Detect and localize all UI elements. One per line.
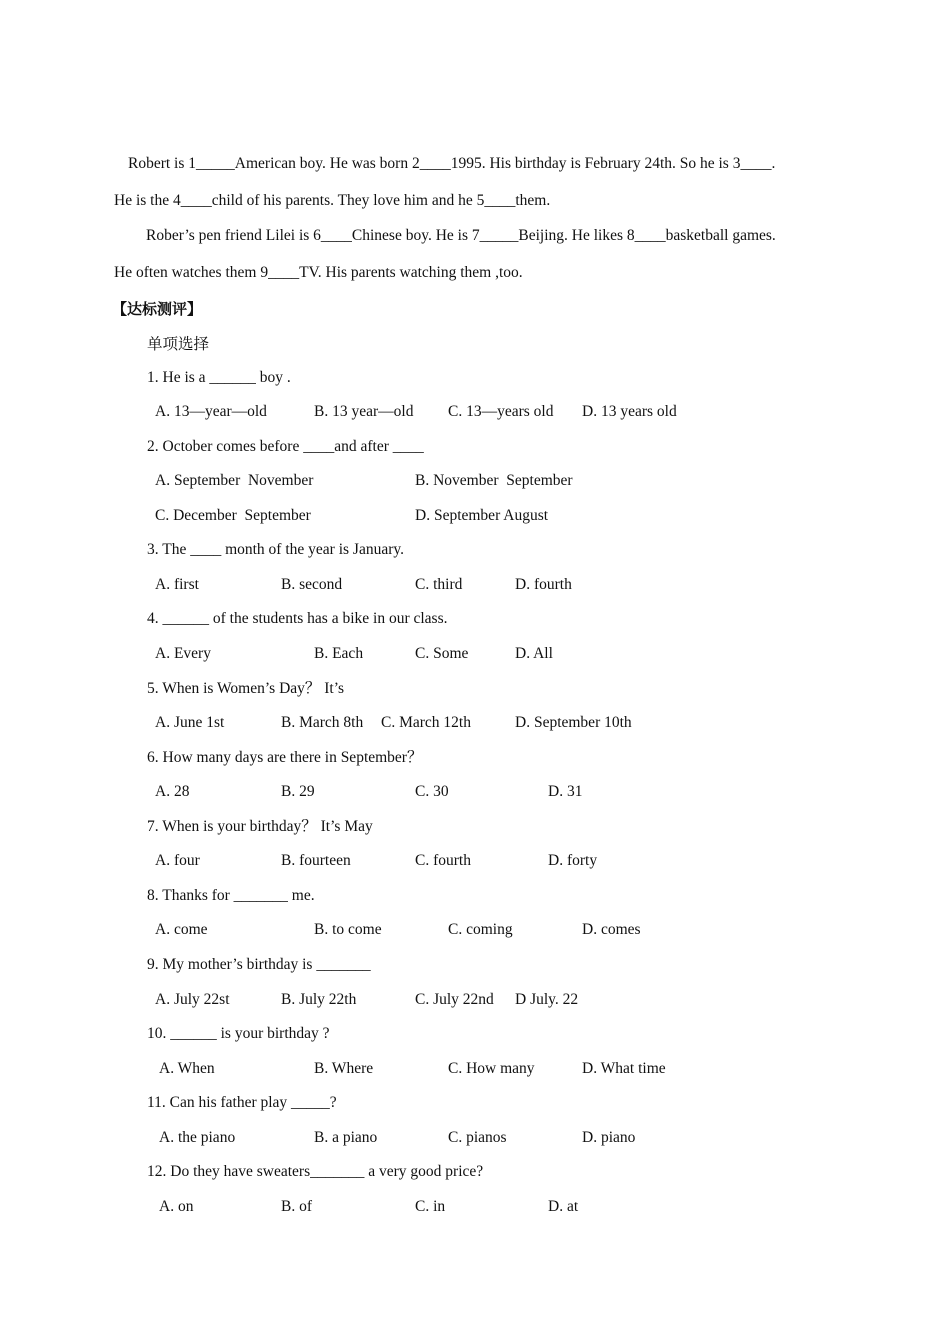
- q3-option-b: B. second: [281, 576, 343, 593]
- q3-option-d: D. fourth: [515, 576, 572, 593]
- q8-option-a: A. come: [155, 921, 208, 938]
- q10-option-b: B. Where: [314, 1060, 374, 1077]
- q5-option-b: B. March 8th: [281, 714, 364, 731]
- q1-option-a: A. 13—year—old: [155, 403, 267, 420]
- q5-option-d: D. September 10th: [515, 714, 632, 731]
- q4-option-c: C. Some: [415, 645, 469, 662]
- q6-option-d: D. 31: [548, 783, 583, 800]
- q11-option-b: B. a piano: [314, 1129, 378, 1146]
- q8-option-b: B. to come: [314, 921, 382, 938]
- q9-option-a: A. July 22st: [155, 991, 230, 1008]
- question-1: 1. He is a ______ boy .: [147, 369, 291, 386]
- q5-option-c: C. March 12th: [381, 714, 471, 731]
- question-10: 10. ______ is your birthday ?: [147, 1025, 330, 1042]
- q12-option-c: C. in: [415, 1198, 446, 1215]
- q12-option-b: B. of: [281, 1198, 312, 1215]
- q6-option-b: B. 29: [281, 783, 315, 800]
- q3-option-c: C. third: [415, 576, 463, 593]
- q7-option-a: A. four: [155, 852, 200, 869]
- q12-option-a: A. on: [159, 1198, 194, 1215]
- q8-option-c: C. coming: [448, 921, 513, 938]
- question-3: 3. The ____ month of the year is January.: [147, 541, 404, 558]
- q1-option-b: B. 13 year—old: [314, 403, 414, 420]
- q4-option-b: B. Each: [314, 645, 364, 662]
- q10-option-a: A. When: [159, 1060, 215, 1077]
- sub-title: 单项选择: [147, 335, 210, 353]
- question-12: 12. Do they have sweaters_______ a very good price?: [147, 1163, 484, 1180]
- q7-option-d: D. forty: [548, 852, 598, 869]
- q2-option-d: D. September August: [415, 507, 549, 524]
- q12-option-d: D. at: [548, 1198, 579, 1215]
- question-2: 2. October comes before ____and after ____: [147, 438, 424, 455]
- q11-option-c: C. pianos: [448, 1129, 507, 1146]
- passage-line-2: He is the 4____child of his parents. They love him and he 5____them.: [114, 192, 551, 209]
- q9-option-c: C. July 22nd: [415, 991, 494, 1008]
- q1-option-c: C. 13—years old: [448, 403, 554, 420]
- q10-option-d: D. What time: [582, 1060, 666, 1077]
- q5-option-a: A. June 1st: [155, 714, 225, 731]
- q2-option-a: A. September November: [155, 472, 314, 489]
- q4-option-a: A. Every: [155, 645, 211, 662]
- passage-line-4: He often watches them 9____TV. His parents watching them ,too.: [114, 264, 523, 281]
- q6-option-a: A. 28: [155, 783, 190, 800]
- q9-option-d: D July. 22: [515, 991, 579, 1008]
- q6-option-c: C. 30: [415, 783, 449, 800]
- q7-option-c: C. fourth: [415, 852, 471, 869]
- passage-line-1: Robert is 1_____American boy. He was born 2____1995. His birthday is February 24th. So he is 3____.: [128, 155, 776, 172]
- question-9: 9. My mother’s birthday is _______: [147, 956, 371, 973]
- q3-option-a: A. first: [155, 576, 199, 593]
- question-7: 7. When is your birthday？ It’s May: [147, 818, 373, 835]
- q7-option-b: B. fourteen: [281, 852, 351, 869]
- q8-option-d: D. comes: [582, 921, 641, 938]
- q2-option-b: B. November September: [415, 472, 573, 489]
- q11-option-a: A. the piano: [159, 1129, 236, 1146]
- q2-option-c: C. December September: [155, 507, 311, 524]
- question-11: 11. Can his father play _____?: [147, 1094, 337, 1111]
- question-4: 4. ______ of the students has a bike in our class.: [147, 610, 448, 627]
- q9-option-b: B. July 22th: [281, 991, 357, 1008]
- q4-option-d: D. All: [515, 645, 553, 662]
- q10-option-c: C. How many: [448, 1060, 535, 1077]
- question-8: 8. Thanks for _______ me.: [147, 887, 315, 904]
- question-5: 5. When is Women’s Day？ It’s: [147, 680, 345, 697]
- passage-line-3: Rober’s pen friend Lilei is 6____Chinese boy. He is 7_____Beijing. He likes 8____basketball games.: [146, 227, 776, 244]
- q11-option-d: D. piano: [582, 1129, 636, 1146]
- section-title: 【达标测评】: [112, 300, 203, 318]
- q1-option-d: D. 13 years old: [582, 403, 677, 420]
- question-6: 6. How many days are there in September？: [147, 749, 423, 766]
